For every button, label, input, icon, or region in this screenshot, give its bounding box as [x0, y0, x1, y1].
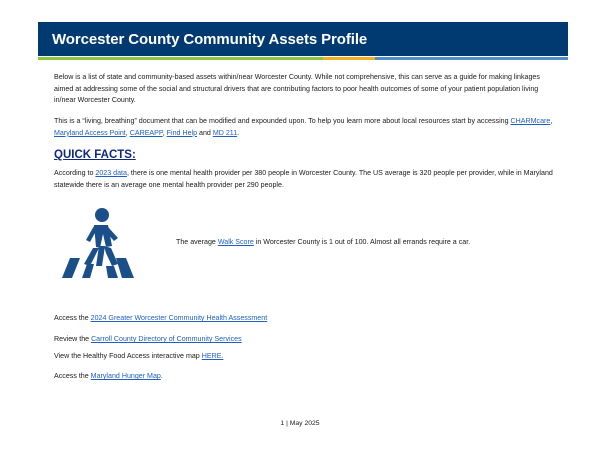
- link-walk-score[interactable]: Walk Score: [217, 238, 254, 246]
- quick-facts-paragraph: [54, 168, 559, 191]
- pedestrian-crosswalk-icon: [56, 206, 136, 278]
- resource-text-after: .: [160, 372, 163, 380]
- link-carroll-county-directory[interactable]: Carroll County Directory of Community Services: [91, 335, 242, 343]
- link-food-access-map[interactable]: HERE.: [201, 352, 224, 360]
- separator: ,: [550, 117, 553, 125]
- separator: ,: [162, 128, 167, 137]
- link-md-211[interactable]: MD 211: [212, 128, 238, 137]
- link-find-help[interactable]: Find Help: [166, 128, 198, 137]
- living-text: This is a “living, breathing” document that can be modified and expounded upon. To help you learn more about local resources start by accessing: [54, 117, 511, 125]
- walk-score-text: [176, 238, 470, 246]
- accent-bar-green: [38, 57, 323, 60]
- resource-line-cha: [54, 314, 267, 322]
- quick-facts-text-after: , there is one mental health provider per 380 people in Worcester County. The US average is 320 people per provider, while in Maryland statewide there is an average one mental health provider per 290 people.: [54, 169, 553, 189]
- intro-paragraph: Below is a list of state and community-based assets within/near Worcester County. While not comprehensive, this can serve as a guide for making linkages aimed at addressing some of the social and structural drivers that are contributing factors to poor health outcomes of some of your patient population living in/near Worcester County.: [54, 73, 540, 105]
- header-banner: [38, 22, 568, 56]
- resource-line-food-access: [54, 352, 223, 360]
- link-community-health-assessment[interactable]: 2024 Greater Worcester Community Health Assessment: [90, 314, 268, 322]
- quick-facts-text-before: According to: [54, 169, 96, 177]
- walk-text-before: The average: [176, 238, 218, 246]
- period: .: [237, 128, 240, 137]
- walk-text-after: in Worcester County is 1 out of 100. Almost all errands require a car.: [253, 238, 471, 246]
- accent-bar-gold: [323, 57, 375, 60]
- link-maryland-hunger-map[interactable]: Maryland Hunger Map: [90, 372, 161, 380]
- resource-text: Access the: [54, 314, 91, 322]
- conjunction: and: [197, 128, 213, 137]
- resource-text: View the Healthy Food Access interactive map: [54, 352, 202, 360]
- quick-facts-heading: QUICK FACTS:: [54, 149, 136, 161]
- page-footer: 1 | May 2025: [280, 420, 320, 427]
- link-2023-data[interactable]: 2023 data: [95, 169, 127, 177]
- link-careapp[interactable]: CAREAPP: [129, 128, 163, 137]
- link-charmcare[interactable]: CHARMcare: [510, 117, 551, 125]
- accent-bar-blue: [375, 57, 568, 60]
- resource-line-directory: [54, 335, 242, 343]
- separator: ,: [125, 128, 130, 137]
- link-maryland-access-point[interactable]: Maryland Access Point: [54, 128, 126, 137]
- living-document-paragraph: [54, 116, 559, 139]
- resource-text: Access the: [54, 372, 91, 380]
- resource-text: Review the: [54, 335, 92, 343]
- resource-line-hunger-map: [54, 372, 163, 380]
- page-title: Worcester County Community Assets Profile: [52, 30, 368, 48]
